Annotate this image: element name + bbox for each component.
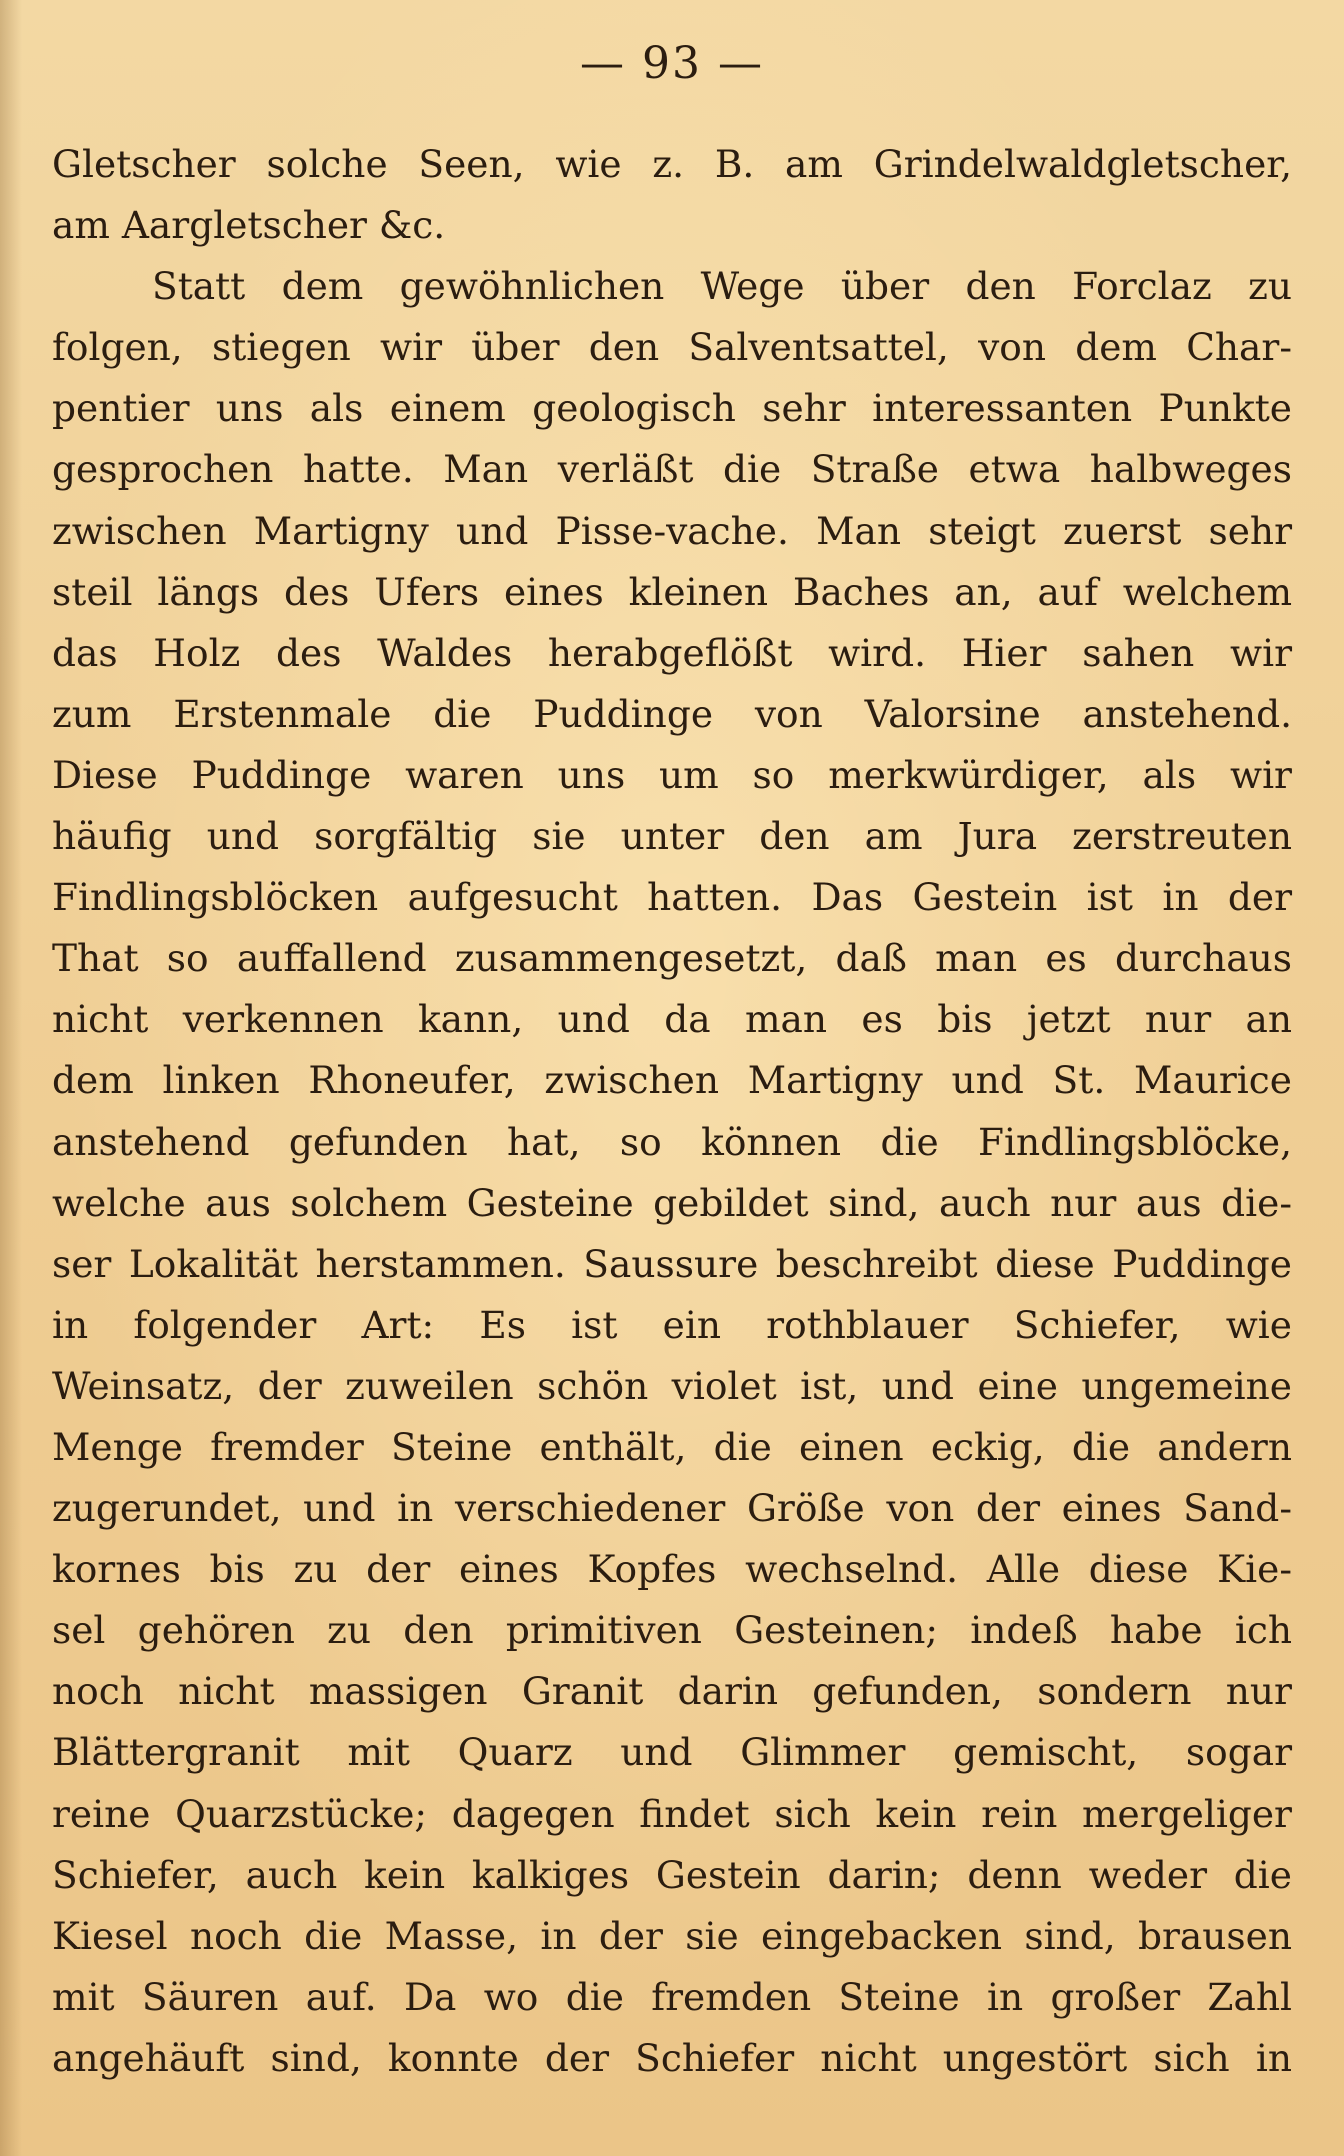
text-line: sel gehören zu den primitiven Gesteinen; indeß habe ich [52, 1608, 1292, 1653]
text-line: häufig und sorgfältig sie unter den am Jura zerstreuten [52, 814, 1292, 859]
text-line: ser Lokalität herstammen. Saussure beschreibt diese Puddinge [52, 1241, 1292, 1286]
text-line: Blättergranit mit Quarz und Glimmer gemischt, sogar [52, 1730, 1292, 1775]
text-line: das Holz des Waldes herabgeflößt wird. Hier sahen wir [52, 630, 1292, 675]
text-line: mit Säuren auf. Da wo die fremden Steine in großer Zahl [52, 1974, 1292, 2019]
text-line: zugerundet, und in verschiedener Größe von der eines Sand- [52, 1486, 1292, 1531]
text-line: zwischen Martigny und Pisse-vache. Man steigt zuerst sehr [52, 508, 1292, 553]
text-line: zum Erstenmale die Puddinge von Valorsine anstehend. [52, 691, 1292, 736]
text-line: nicht verkennen kann, und da man es bis jetzt nur an [52, 997, 1292, 1042]
page-number: — 93 — [580, 38, 764, 89]
text-line: angehäuft sind, konnte der Schiefer nicht ungestört sich in [52, 2035, 1292, 2080]
text-line: am Aargletscher &c. [52, 203, 446, 248]
text-line: dem linken Rhoneufer, zwischen Martigny und St. Maurice [52, 1058, 1292, 1103]
text-line: Findlingsblöcken aufgesucht hatten. Das Gestein ist in der [52, 875, 1292, 920]
text-line: anstehend gefunden hat, so können die Findlingsblöcke, [52, 1119, 1292, 1164]
text-line: Schiefer, auch kein kalkiges Gestein darin; denn weder die [52, 1852, 1292, 1897]
text-line: steil längs des Ufers eines kleinen Baches an, auf welchem [52, 569, 1292, 614]
text-line: Kiesel noch die Masse, in der sie eingebacken sind, brausen [52, 1913, 1292, 1958]
text-line: noch nicht massigen Granit darin gefunden, sondern nur [52, 1669, 1292, 1714]
text-line: in folgender Art: Es ist ein rothblauer Schiefer, wie [52, 1302, 1292, 1347]
text-line: That so auffallend zusammengesetzt, daß man es durchaus [52, 936, 1292, 981]
body-text [52, 134, 1292, 2089]
text-line: Weinsatz, der zuweilen schön violet ist, und eine ungemeine [52, 1363, 1292, 1408]
text-line: Statt dem gewöhnlichen Wege über den Forclaz zu [152, 264, 1292, 309]
page-gutter-shadow [0, 0, 22, 2156]
text-line: Diese Puddinge waren uns um so merkwürdiger, als wir [52, 752, 1292, 797]
text-line: welche aus solchem Gesteine gebildet sind, auch nur aus die- [52, 1180, 1292, 1225]
text-line: pentier uns als einem geologisch sehr interessanten Punkte [52, 386, 1292, 431]
text-line: gesprochen hatte. Man verläßt die Straße etwa halbweges [52, 447, 1292, 492]
text-line: Menge fremder Steine enthält, die einen eckig, die andern [52, 1424, 1292, 1469]
text-line: Gletscher solche Seen, wie z. B. am Grindelwaldgletscher, [52, 142, 1292, 186]
text-line: reine Quarzstücke; dagegen findet sich kein rein mergeliger [52, 1791, 1292, 1836]
text-line: folgen, stiegen wir über den Salventsattel, von dem Char- [52, 325, 1292, 370]
text-line: kornes bis zu der eines Kopfes wechselnd. Alle diese Kie- [52, 1547, 1292, 1592]
